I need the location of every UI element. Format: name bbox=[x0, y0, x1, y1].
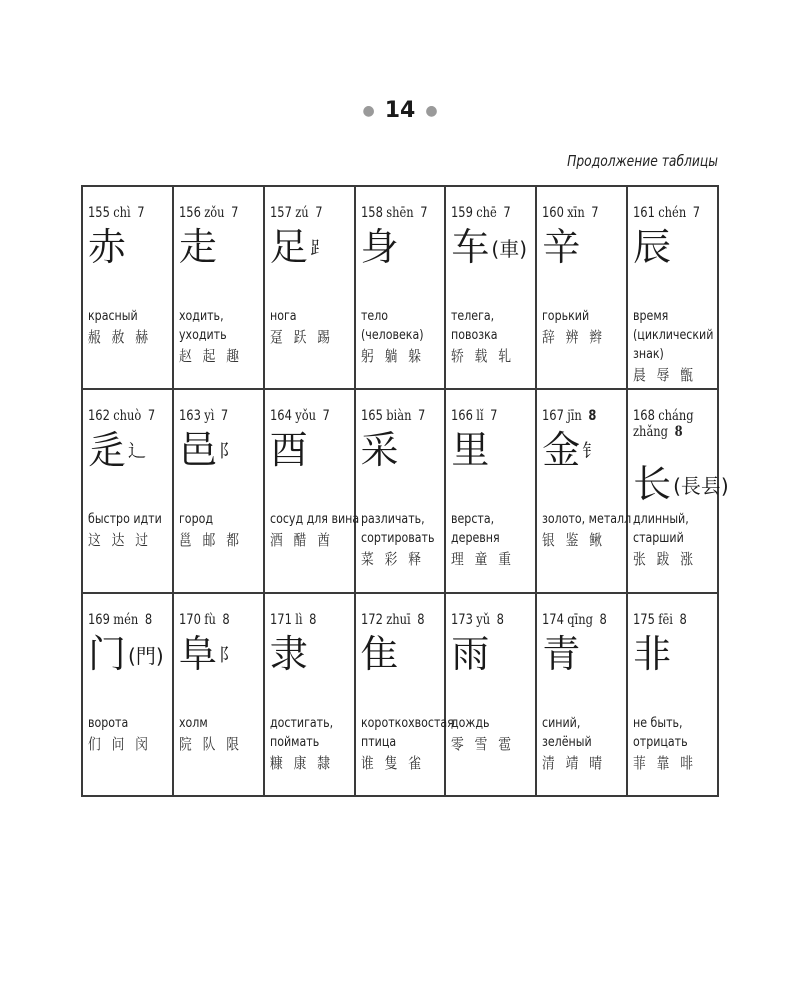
radical-cell-161 bbox=[627, 186, 718, 389]
radical-examples: 清 靖 晴 bbox=[542, 753, 606, 772]
radical-header bbox=[542, 408, 596, 424]
radical-pinyin: cháng bbox=[658, 408, 694, 425]
radical-pinyin: yǒu bbox=[294, 408, 316, 425]
table-row bbox=[82, 389, 718, 592]
radical-cell-158 bbox=[355, 186, 446, 389]
radical-traditional-form: (門) bbox=[128, 643, 164, 668]
radical-glyph-row bbox=[179, 632, 237, 676]
radical-meaning-block bbox=[88, 510, 177, 551]
radical-meaning-block bbox=[361, 510, 450, 570]
radical-header bbox=[361, 205, 428, 221]
radical-meaning: дождь bbox=[451, 715, 490, 731]
radical-stroke-count: 8 bbox=[679, 611, 687, 628]
radical-cell-164 bbox=[264, 389, 359, 592]
table-row bbox=[82, 186, 718, 389]
radical-number: 175 bbox=[633, 611, 655, 628]
radical-cell-162 bbox=[82, 389, 173, 592]
radical-pinyin: biàn bbox=[385, 408, 411, 425]
radical-number: 168 bbox=[633, 408, 655, 425]
radical-glyph-row bbox=[270, 428, 308, 472]
radical-variant: 钅 bbox=[582, 441, 601, 463]
radical-stroke-count: 7 bbox=[417, 408, 425, 425]
table-continuation-caption: Продолжение таблицы bbox=[567, 152, 718, 170]
radical-stroke-count: 8 bbox=[416, 611, 425, 628]
radical-stroke-count: 8 bbox=[144, 611, 153, 628]
radical-header bbox=[542, 612, 607, 628]
radical-header bbox=[633, 612, 687, 628]
radical-number: 159 bbox=[451, 205, 474, 221]
radical-pinyin: fù bbox=[204, 611, 216, 628]
radical-pinyin: qīng bbox=[567, 611, 594, 628]
radical-meaning-block bbox=[88, 714, 177, 755]
radical-pinyin: yǔ bbox=[476, 611, 491, 628]
radical-glyph: 隶 bbox=[269, 631, 308, 676]
radical-number: 172 bbox=[360, 611, 383, 628]
radical-glyph: 非 bbox=[633, 631, 672, 676]
radical-stroke-count: 7 bbox=[220, 408, 229, 425]
radical-stroke-count: 7 bbox=[692, 205, 701, 221]
radical-pinyin: yì bbox=[204, 408, 215, 425]
radical-examples: 零 雪 雹 bbox=[451, 734, 515, 753]
radical-glyph-row bbox=[451, 632, 489, 676]
radical-stroke-count: 8 bbox=[674, 424, 683, 441]
radical-meaning: телега, повозка bbox=[451, 309, 498, 343]
radical-glyph: 车 bbox=[451, 225, 490, 269]
radical-glyph: 足 bbox=[269, 225, 308, 269]
radical-variant: ⻊ bbox=[309, 238, 328, 259]
page-number-value: 14 bbox=[384, 98, 416, 123]
radical-meaning-block bbox=[270, 307, 359, 348]
radical-glyph: 身 bbox=[360, 225, 399, 269]
radical-pinyin: lǐ bbox=[476, 408, 484, 425]
radical-header bbox=[361, 408, 425, 424]
radical-examples: 邕 邮 都 bbox=[178, 531, 243, 550]
radical-cell-169 bbox=[82, 593, 173, 796]
radical-meaning-block bbox=[270, 714, 359, 774]
radical-stroke-count: 7 bbox=[322, 408, 330, 425]
radical-meaning: длинный, старший bbox=[633, 512, 689, 547]
radical-cell-165 bbox=[355, 389, 446, 592]
radical-glyph-row bbox=[270, 225, 328, 269]
radical-header bbox=[179, 408, 228, 424]
radical-meaning-block bbox=[88, 307, 177, 348]
radical-pinyin: shēn bbox=[385, 205, 414, 221]
radical-glyph-row bbox=[633, 225, 671, 269]
radical-glyph: 雨 bbox=[451, 631, 490, 676]
radical-meaning-block bbox=[179, 307, 268, 367]
radical-pinyin-alt: zhǎng bbox=[633, 424, 669, 441]
radical-meaning: сосуд для вина bbox=[269, 512, 359, 528]
radical-header bbox=[451, 612, 504, 628]
radical-meaning-block bbox=[179, 510, 268, 551]
radical-examples: 晨 辱 甑 bbox=[633, 366, 697, 384]
radical-examples: 菜 彩 释 bbox=[360, 550, 424, 569]
radical-stroke-count: 7 bbox=[490, 408, 498, 425]
radical-header bbox=[270, 205, 323, 221]
radical-variant: 阝 bbox=[218, 441, 237, 463]
radical-pinyin: zú bbox=[294, 205, 309, 221]
radical-cell-175 bbox=[627, 593, 718, 796]
radical-cell-156 bbox=[173, 186, 264, 389]
radical-meaning: не быть, отрицать bbox=[633, 715, 688, 750]
radical-meaning: быстро идти bbox=[88, 512, 162, 528]
radical-stroke-count: 8 bbox=[497, 611, 505, 628]
radical-pinyin: chē bbox=[476, 205, 498, 221]
radical-meaning: золото, металл bbox=[542, 512, 632, 528]
radical-glyph: 阜 bbox=[178, 631, 217, 676]
table-row bbox=[82, 593, 718, 796]
radical-number: 166 bbox=[451, 408, 474, 425]
radical-cell-163 bbox=[173, 389, 264, 592]
radical-number: 164 bbox=[269, 408, 292, 425]
radical-header bbox=[88, 612, 152, 628]
radical-number: 163 bbox=[178, 408, 201, 425]
radical-glyph: 邑 bbox=[178, 428, 217, 473]
radical-number: 167 bbox=[542, 408, 565, 425]
radical-cell-170 bbox=[173, 593, 264, 796]
radical-meaning-block bbox=[633, 714, 722, 774]
radical-meaning: ходить, уходить bbox=[178, 309, 227, 343]
radical-pinyin: mén bbox=[113, 611, 139, 628]
radical-header bbox=[361, 612, 425, 628]
radical-examples: 谁 隻 雀 bbox=[360, 753, 424, 772]
radical-glyph-row bbox=[270, 632, 308, 676]
bullet-icon: ● bbox=[425, 103, 438, 119]
radical-stroke-count: 7 bbox=[314, 205, 323, 221]
radical-glyph: 门 bbox=[88, 631, 127, 676]
radical-glyph-row bbox=[179, 428, 237, 472]
radical-glyph-row bbox=[451, 428, 489, 472]
radical-header bbox=[270, 612, 316, 628]
radical-number: 169 bbox=[88, 611, 110, 628]
radical-stroke-count: 7 bbox=[147, 408, 156, 425]
radical-glyph-row bbox=[542, 632, 580, 676]
radical-stroke-count: 7 bbox=[419, 205, 428, 221]
radical-meaning-block bbox=[451, 714, 540, 755]
radical-glyph: 辵 bbox=[88, 428, 127, 473]
radical-examples: 院 队 限 bbox=[178, 734, 243, 753]
radical-glyph: 里 bbox=[451, 428, 490, 473]
radical-glyph: 长 bbox=[633, 462, 672, 507]
radical-cell-159 bbox=[445, 186, 536, 389]
radical-pinyin: xīn bbox=[567, 205, 585, 221]
radical-header bbox=[179, 205, 238, 221]
radical-meaning: короткохвостая птица bbox=[360, 715, 454, 750]
radical-number: 155 bbox=[88, 205, 110, 221]
radical-header bbox=[270, 408, 330, 424]
radical-stroke-count: 7 bbox=[591, 205, 599, 221]
radical-meaning-block bbox=[542, 510, 631, 551]
radical-examples: 张 跋 涨 bbox=[633, 550, 697, 569]
radical-glyph-row bbox=[542, 428, 600, 472]
radical-glyph: 金 bbox=[542, 428, 581, 473]
radical-cell-171 bbox=[264, 593, 355, 796]
radical-meaning: достигать, поймать bbox=[269, 715, 333, 750]
radical-examples: 们 问 闵 bbox=[88, 734, 152, 753]
radical-glyph-row bbox=[633, 632, 671, 676]
radical-examples: 躬 躺 躲 bbox=[360, 347, 424, 365]
radical-header bbox=[451, 408, 497, 424]
page-number bbox=[0, 98, 800, 123]
radical-header bbox=[542, 205, 599, 221]
radical-meaning-block bbox=[451, 510, 540, 570]
radical-number: 170 bbox=[178, 611, 201, 628]
radical-glyph: 隹 bbox=[360, 631, 399, 676]
radical-examples: 酒 醋 酋 bbox=[269, 531, 334, 550]
radical-examples: 辞 辨 辫 bbox=[542, 328, 606, 346]
radical-number: 161 bbox=[633, 205, 655, 221]
radical-meaning: горький bbox=[542, 309, 590, 324]
radical-pinyin: zǒu bbox=[204, 205, 225, 221]
radical-meaning: синий, зелёный bbox=[542, 715, 592, 750]
radical-meaning: время (циклический знак) bbox=[633, 309, 714, 362]
radical-number: 165 bbox=[360, 408, 383, 425]
radical-meaning: различать, сортировать bbox=[360, 512, 435, 547]
radical-header bbox=[633, 205, 700, 221]
radical-meaning-block bbox=[361, 307, 450, 367]
radical-number: 173 bbox=[451, 611, 474, 628]
radical-variant: 阝 bbox=[218, 644, 237, 666]
radical-cell-173 bbox=[445, 593, 536, 796]
radical-pinyin: chì bbox=[113, 205, 131, 221]
radical-stroke-count: 7 bbox=[230, 205, 239, 221]
radical-meaning-block bbox=[179, 714, 268, 755]
radical-cell-172 bbox=[355, 593, 454, 796]
radical-examples: 赵 起 趣 bbox=[178, 347, 243, 365]
radical-glyph: 走 bbox=[178, 225, 217, 269]
radical-glyph: 青 bbox=[542, 631, 581, 676]
radical-meaning: нога bbox=[269, 309, 297, 324]
radical-cell-168 bbox=[627, 389, 729, 592]
radical-number: 156 bbox=[178, 205, 201, 221]
radical-glyph-row bbox=[361, 225, 399, 269]
radical-glyph: 采 bbox=[360, 428, 399, 473]
radical-glyph-row bbox=[361, 632, 399, 676]
radical-meaning-block bbox=[270, 510, 359, 551]
radical-stroke-count: 7 bbox=[503, 205, 512, 221]
radicals-table bbox=[81, 185, 729, 797]
radical-meaning-block bbox=[542, 714, 631, 774]
radical-number: 171 bbox=[269, 611, 292, 628]
radical-cell-160 bbox=[536, 186, 627, 389]
radical-cell-166 bbox=[445, 389, 536, 592]
radical-stroke-count: 8 bbox=[222, 611, 230, 628]
radical-meaning: красный bbox=[88, 309, 138, 324]
radical-pinyin: lì bbox=[294, 611, 303, 628]
radical-examples: 赧 赦 赫 bbox=[88, 328, 152, 346]
radical-variant: ⻌ bbox=[128, 441, 147, 463]
radical-pinyin: zhuī bbox=[385, 611, 411, 628]
radical-header bbox=[451, 205, 511, 221]
radical-glyph-row bbox=[88, 428, 146, 472]
radical-glyph-row bbox=[633, 462, 729, 506]
radical-glyph-row bbox=[542, 225, 580, 269]
radical-header bbox=[88, 408, 155, 424]
radical-number: 174 bbox=[542, 611, 565, 628]
radical-traditional-form: (車) bbox=[491, 237, 527, 261]
radical-traditional-form: (長镸) bbox=[673, 474, 729, 499]
radical-examples: 菲 靠 啡 bbox=[633, 753, 697, 772]
radical-meaning: верста, деревня bbox=[451, 512, 501, 547]
radical-number: 160 bbox=[542, 205, 565, 221]
radical-examples: 糠 康 隸 bbox=[269, 753, 334, 772]
radical-examples: 轿 载 轧 bbox=[451, 347, 515, 365]
radical-pinyin: chuò bbox=[113, 408, 142, 425]
radical-cell-155 bbox=[82, 186, 173, 389]
radical-meaning: город bbox=[178, 512, 213, 528]
radical-glyph-row bbox=[451, 225, 527, 269]
bullet-icon: ● bbox=[362, 103, 375, 119]
radical-stroke-count: 8 bbox=[599, 611, 608, 628]
radical-cell-157 bbox=[264, 186, 355, 389]
radical-meaning-block bbox=[360, 714, 454, 774]
radical-meaning-block bbox=[633, 510, 722, 570]
radical-cell-167 bbox=[536, 389, 632, 592]
radical-glyph: 辰 bbox=[633, 225, 672, 269]
radical-cell-174 bbox=[536, 593, 627, 796]
radical-examples: 理 童 重 bbox=[451, 550, 515, 569]
radical-number: 162 bbox=[88, 408, 110, 425]
radical-glyph: 赤 bbox=[88, 225, 127, 269]
radical-examples: 这 达 过 bbox=[88, 531, 152, 550]
radical-header bbox=[179, 612, 230, 628]
radical-examples: 银 鉴 鳅 bbox=[542, 531, 606, 550]
radical-meaning-block bbox=[633, 307, 722, 386]
radical-stroke-count: 8 bbox=[308, 611, 317, 628]
radical-pinyin: jīn bbox=[567, 408, 583, 425]
radical-number: 158 bbox=[360, 205, 383, 221]
radical-meaning-block bbox=[542, 307, 631, 348]
radical-glyph-row bbox=[88, 632, 164, 676]
radical-meaning: холм bbox=[178, 715, 208, 731]
radical-meaning: ворота bbox=[88, 715, 129, 731]
radical-pinyin: chén bbox=[658, 205, 687, 221]
radical-glyph: 酉 bbox=[269, 428, 308, 473]
radical-number: 157 bbox=[269, 205, 292, 221]
radical-header bbox=[633, 408, 694, 440]
radical-glyph-row bbox=[88, 225, 126, 269]
radical-stroke-count: 8 bbox=[588, 408, 597, 425]
radical-glyph: 辛 bbox=[542, 225, 581, 269]
radical-pinyin-secondary bbox=[633, 424, 694, 440]
radical-header bbox=[88, 205, 145, 221]
radical-pinyin: fēi bbox=[658, 611, 673, 628]
radical-examples: 趸 跃 踢 bbox=[269, 328, 334, 346]
radical-meaning: тело (человека) bbox=[360, 309, 424, 343]
radical-stroke-count: 7 bbox=[137, 205, 145, 221]
radical-meaning-block bbox=[451, 307, 540, 367]
radical-glyph-row bbox=[179, 225, 217, 269]
radical-glyph-row bbox=[361, 428, 399, 472]
